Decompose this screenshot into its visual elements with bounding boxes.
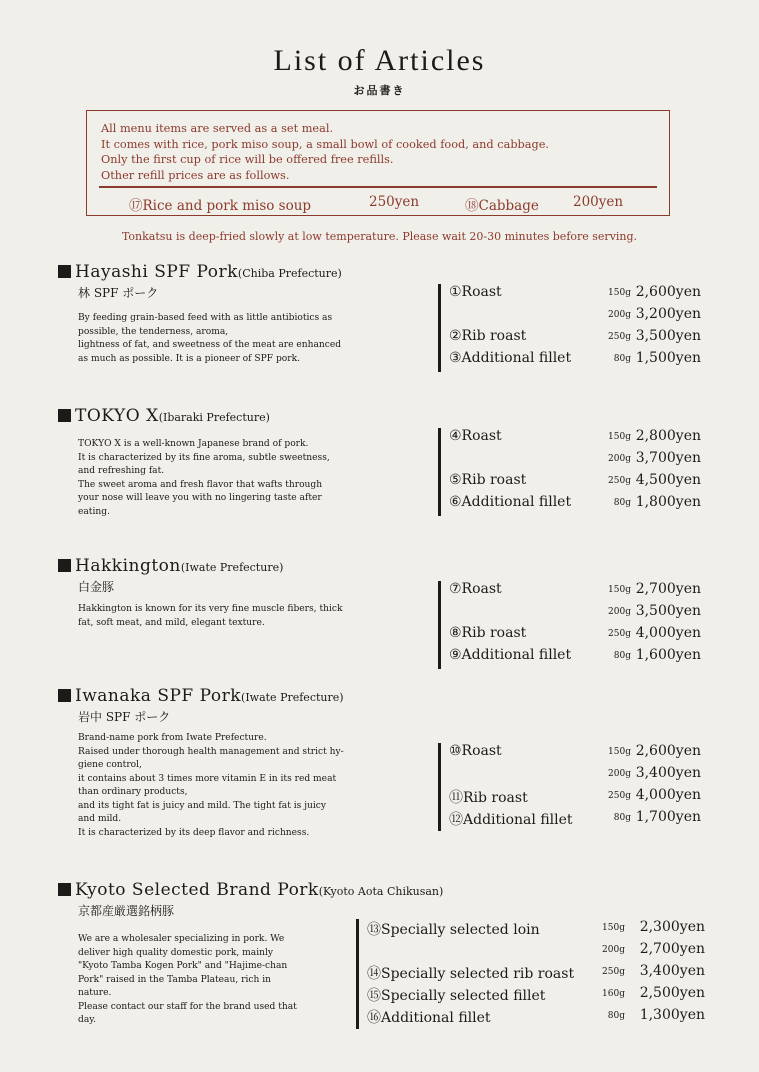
page-title: List of Articles — [273, 44, 486, 77]
section-japanese-name: 林 SPF ポーク — [78, 286, 159, 300]
section-japanese-name: 白金豚 — [78, 580, 115, 594]
notice-line: Only the first cup of rice will be offered free refills. — [101, 153, 394, 166]
set-meal-notice — [86, 110, 670, 216]
square-bullet-icon — [58, 883, 71, 896]
square-bullet-icon — [58, 265, 71, 278]
section-description: By feeding grain-based feed with as little antibiotics as possible, the tenderness, aroma, lightness of fat, and sweetness of the meat are enhanced as much as possible. It is a pioneer of SPF pork. — [78, 313, 342, 364]
section-japanese-name: 京都産厳選銘柄豚 — [78, 904, 175, 918]
refill-cabbage-label: ⑱Cabbage — [465, 198, 539, 214]
page-subtitle: お品書き — [353, 84, 406, 97]
price-list: ⑬Specially selected loin 150g 2,300yen 200g 2,700yen ⑭Specially selected rib roast 250g 3,400yen ⑮Specially selected fillet 160g 2,500yen ⑯Additional fillet 80g 1,300yen — [356, 919, 709, 1029]
section-title: Kyoto Selected Brand Pork(Kyoto Aota Chikusan) — [58, 880, 443, 900]
price-list: ④Roast 150g 2,800yen 200g 3,700yen ⑤Rib roast 250g 4,500yen ⑥Additional fillet 80g 1,800yen — [438, 428, 721, 516]
square-bullet-icon — [58, 409, 71, 422]
refill-rice-price: 250yen — [369, 194, 420, 210]
section-description: Hakkington is known for its very fine muscle fibers, thick fat, soft meat, and mild, elegant texture. — [78, 604, 343, 628]
notice-line: Other refill prices are as follows. — [101, 168, 290, 182]
notice-divider — [99, 186, 657, 188]
price-list: ⑩Roast 150g 2,600yen 200g 3,400yen ⑪Rib roast 250g 4,000yen ⑫Additional fillet 80g 1,700yen — [438, 743, 721, 831]
section-title: Hakkington(Iwate Prefecture) — [58, 556, 283, 576]
section-description: Brand-name pork from Iwate Prefecture. Raised under thorough health management and strict hy- giene control, it contains about 3 times more vitamin E in its red meat than ordinary products, and its tight fat is juicy and mild. The tight fat is juicy and mild. It is characterized by its deep flavor and richness. — [78, 733, 344, 838]
notice-line: All menu items are served as a set meal. — [101, 122, 334, 135]
section-description: We are a wholesaler specializing in pork. We deliver high quality domestic pork, mainly "Kyoto Tamba Kogen Pork" and "Hajime-chan Pork" raised in the Tamba Plateau, rich in nature. Please contact our staff for the brand used that day. — [78, 934, 297, 1025]
section-description: TOKYO X is a well-known Japanese brand of pork. It is characterized by its fine aroma, subtle sweetness, and refreshing fat. The sweet aroma and fresh flavor that wafts through your nose will leave you with no lingering taste after eating. — [78, 439, 330, 517]
section-title: Iwanaka SPF Pork(Iwate Prefecture) — [58, 686, 344, 706]
notice-line: It comes with rice, pork miso soup, a small bowl of cooked food, and cabbage. — [101, 137, 550, 151]
price-list: ⑦Roast 150g 2,700yen 200g 3,500yen ⑧Rib roast 250g 4,000yen ⑨Additional fillet 80g 1,600yen — [438, 581, 721, 669]
refill-rice-label: ⑰Rice and pork miso soup — [129, 198, 312, 214]
section-japanese-name: 岩中 SPF ポーク — [78, 710, 171, 724]
frying-wait-note: Tonkatsu is deep-fried slowly at low temperature. Please wait 20-30 minutes before serving. — [121, 230, 638, 243]
square-bullet-icon — [58, 689, 71, 702]
price-list: ①Roast 150g 2,600yen 200g 3,200yen ②Rib roast 250g 3,500yen ③Additional fillet 80g 1,500yen — [438, 284, 721, 372]
square-bullet-icon — [58, 559, 71, 572]
refill-cabbage-price: 200yen — [573, 194, 624, 210]
section-title: Hayashi SPF Pork(Chiba Prefecture) — [58, 262, 342, 282]
section-title: TOKYO X(Ibaraki Prefecture) — [58, 406, 270, 426]
